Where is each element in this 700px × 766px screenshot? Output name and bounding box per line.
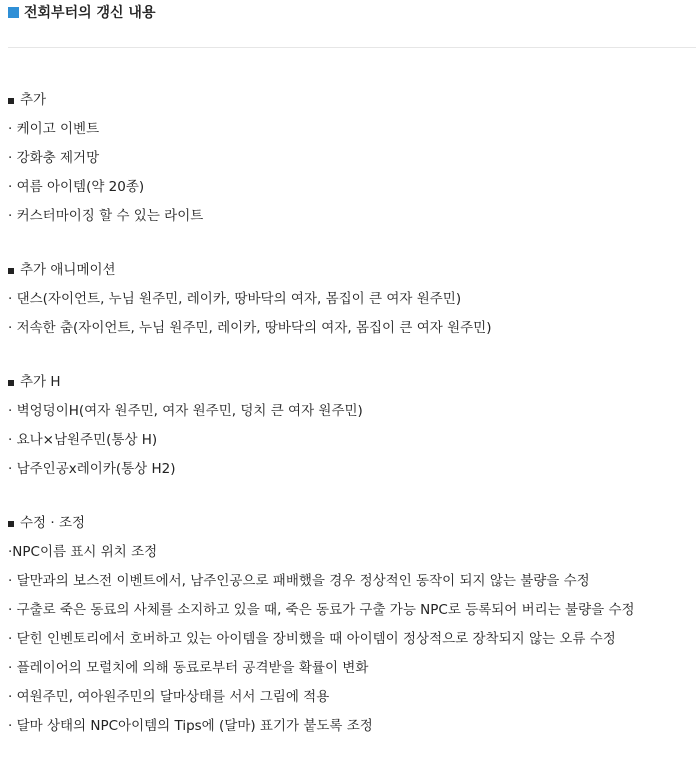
- square-bullet-icon: [8, 380, 14, 386]
- section-heading: [8, 86, 696, 115]
- section-heading: [8, 509, 696, 538]
- square-bullet-icon: [8, 268, 14, 274]
- list-item: · 플레이어의 모럴치에 의해 동료로부터 공격받을 확률이 변화: [8, 660, 369, 676]
- section-fixes: [8, 509, 696, 741]
- section-header: [8, 2, 155, 22]
- section-heading: [8, 368, 696, 397]
- list-item: · 구출로 죽은 동료의 사체를 소지하고 있을 때, 죽은 동료가 구출 가능 NPC로 등록되어 버리는 불량을 수정: [8, 602, 635, 618]
- update-list: [8, 86, 696, 766]
- list-item: · 남주인공x레이카(통상 H2): [8, 461, 176, 477]
- section-heading-label: 추가: [20, 92, 47, 108]
- list-item: · 댄스(자이언트, 누님 원주민, 레이카, 땅바닥의 여자, 몸집이 큰 여자 원주민): [8, 291, 462, 307]
- page-title: 전회부터의 갱신 내용: [24, 5, 156, 21]
- section-heading-label: 추가 H: [20, 374, 61, 390]
- section-animations: [8, 256, 696, 343]
- list-item: · 여름 아이템(약 20종): [8, 179, 145, 195]
- square-bullet-icon: [8, 98, 14, 104]
- section-additions: [8, 86, 696, 231]
- list-item: · 요나×남원주민(통상 H): [8, 432, 158, 448]
- divider: [8, 47, 696, 48]
- list-item: · 닫힌 인벤토리에서 호버하고 있는 아이템을 장비했을 때 아이템이 정상적으로 장착되지 않는 오류 수정: [8, 631, 616, 647]
- list-item: · 커스터마이징 할 수 있는 라이트: [8, 208, 204, 224]
- square-bullet-icon: [8, 521, 14, 527]
- list-item: · 달만과의 보스전 이벤트에서, 남주인공으로 패배했을 경우 정상적인 동작이 되지 않는 불량을 수정: [8, 573, 590, 589]
- section-h-scenes: [8, 368, 696, 484]
- section-heading-label: 수정 · 조정: [20, 515, 86, 531]
- list-item: · 벽엉덩이H(여자 원주민, 여자 원주민, 덩치 큰 여자 원주민): [8, 403, 363, 419]
- section-heading-label: 추가 애니메이션: [20, 262, 116, 278]
- list-item: · 저속한 춤(자이언트, 누님 원주민, 레이카, 땅바닥의 여자, 몸집이 큰 여자 원주민): [8, 320, 492, 336]
- blue-square-icon: [8, 7, 19, 18]
- section-heading: [8, 256, 696, 285]
- list-item: · 여원주민, 여아원주민의 달마상태를 서서 그림에 적용: [8, 689, 330, 705]
- list-item: · 케이고 이벤트: [8, 121, 100, 137]
- list-item: · 강화충 제거망: [8, 150, 100, 166]
- list-item: ·NPC이름 표시 위치 조정: [8, 544, 158, 560]
- list-item: · 달마 상태의 NPC아이템의 Tips에 (달마) 표기가 붙도록 조정: [8, 718, 373, 734]
